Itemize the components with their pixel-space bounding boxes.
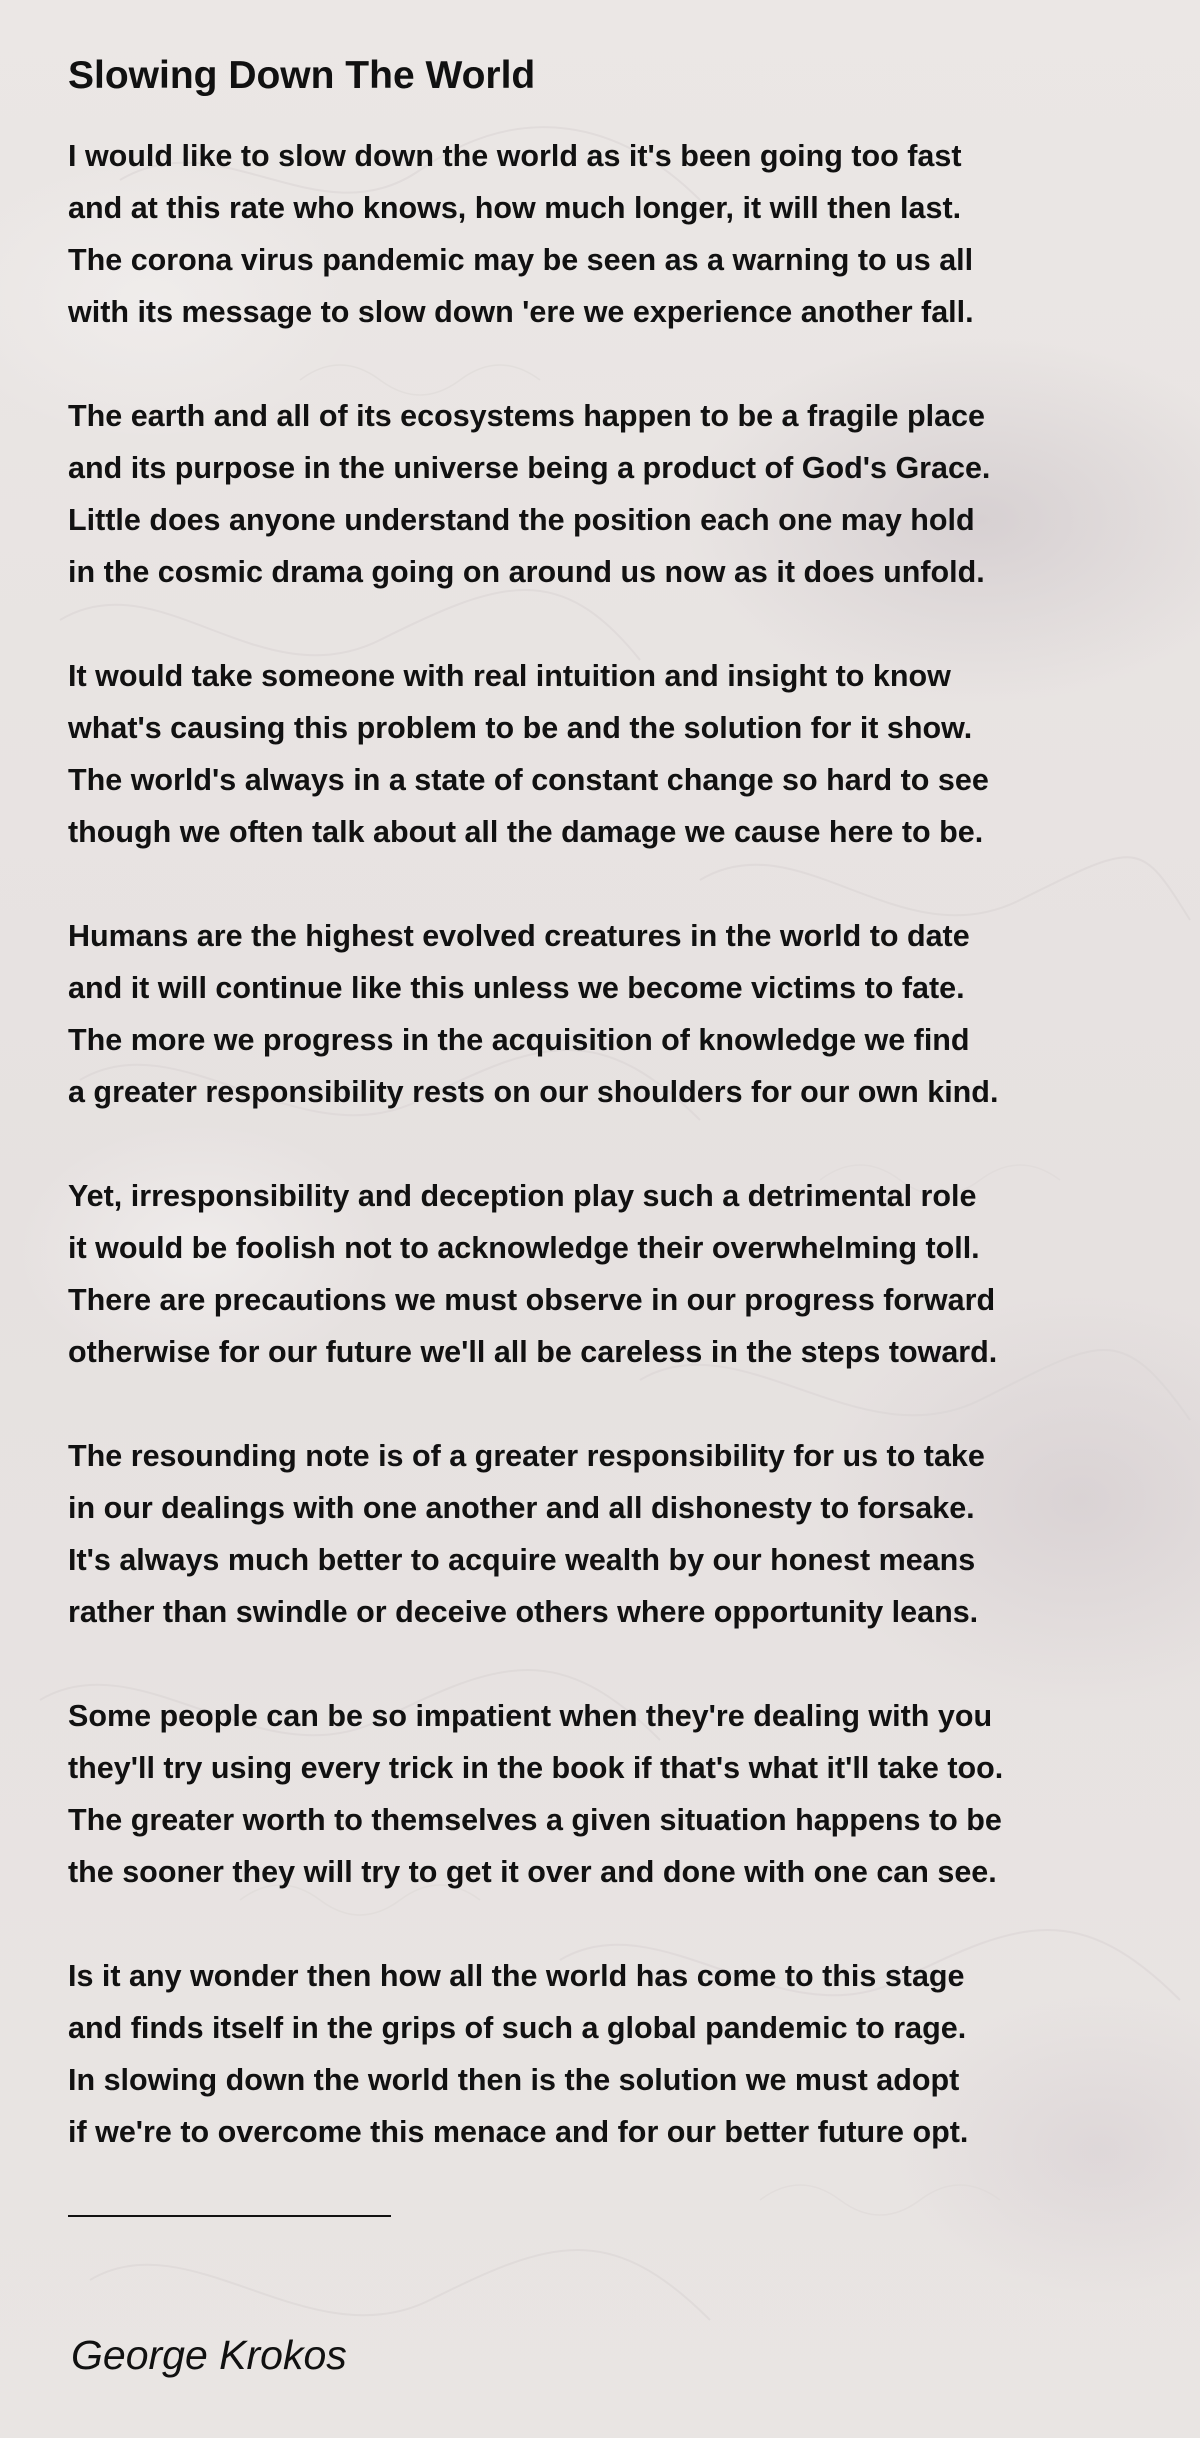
poem-line: and its purpose in the universe being a product of God's Grace. xyxy=(68,451,991,485)
poem-line: Little does anyone understand the position each one may hold xyxy=(68,503,975,537)
poem-line: in our dealings with one another and all dishonesty to forsake. xyxy=(68,1491,975,1525)
poem-line: The greater worth to themselves a given situation happens to be xyxy=(68,1803,1002,1837)
poem-line: they'll try using every trick in the book if that's what it'll take too. xyxy=(68,1751,1004,1785)
poem-line: There are precautions we must observe in our progress forward xyxy=(68,1283,996,1317)
poem-line: what's causing this problem to be and the solution for it show. xyxy=(68,711,973,745)
poem-line: in the cosmic drama going on around us now as it does unfold. xyxy=(68,555,985,589)
stanza xyxy=(68,910,1168,1118)
poem-line: The world's always in a state of constant change so hard to see xyxy=(68,763,989,797)
poem-line: the sooner they will try to get it over and done with one can see. xyxy=(68,1855,997,1889)
poem-line: It would take someone with real intuition and insight to know xyxy=(68,659,951,693)
poem-line: a greater responsibility rests on our shoulders for our own kind. xyxy=(68,1075,999,1109)
stanza xyxy=(68,1170,1168,1378)
poem-line: and it will continue like this unless we become victims to fate. xyxy=(68,971,965,1005)
poem-line: with its message to slow down 'ere we experience another fall. xyxy=(68,295,974,329)
poem-line: otherwise for our future we'll all be careless in the steps toward. xyxy=(68,1335,998,1369)
poem-line: it would be foolish not to acknowledge their overwhelming toll. xyxy=(68,1231,980,1265)
stanza xyxy=(68,130,1168,338)
stanza xyxy=(68,650,1168,858)
poem-line: if we're to overcome this menace and for our better future opt. xyxy=(68,2115,969,2149)
poem-line: rather than swindle or deceive others where opportunity leans. xyxy=(68,1595,979,1629)
stanza xyxy=(68,390,1168,598)
poem-body xyxy=(68,130,1168,2158)
stanza xyxy=(68,1430,1168,1638)
poem-line: The more we progress in the acquisition of knowledge we find xyxy=(68,1023,970,1057)
poem-line: and finds itself in the grips of such a global pandemic to rage. xyxy=(68,2011,967,2045)
poem xyxy=(68,52,1168,2210)
poem-line: The corona virus pandemic may be seen as a warning to us all xyxy=(68,243,974,277)
stanza xyxy=(68,1690,1168,1898)
divider-line xyxy=(68,2215,391,2217)
poem-line: The earth and all of its ecosystems happen to be a fragile place xyxy=(68,399,985,433)
poem-line: and at this rate who knows, how much longer, it will then last. xyxy=(68,191,962,225)
poem-line: though we often talk about all the damage we cause here to be. xyxy=(68,815,984,849)
poem-line: Humans are the highest evolved creatures in the world to date xyxy=(68,919,970,953)
author-name: George Krokos xyxy=(71,2332,347,2378)
poem-line: The resounding note is of a greater responsibility for us to take xyxy=(68,1439,985,1473)
poem-line: Some people can be so impatient when they're dealing with you xyxy=(68,1699,993,1733)
stanza xyxy=(68,1950,1168,2158)
poem-line: I would like to slow down the world as it's been going too fast xyxy=(68,139,962,173)
poem-line: It's always much better to acquire wealth by our honest means xyxy=(68,1543,976,1577)
poem-title: Slowing Down The World xyxy=(68,54,536,97)
poem-line: Yet, irresponsibility and deception play such a detrimental role xyxy=(68,1179,977,1213)
poem-line: In slowing down the world then is the solution we must adopt xyxy=(68,2063,960,2097)
poem-line: Is it any wonder then how all the world has come to this stage xyxy=(68,1959,965,1993)
